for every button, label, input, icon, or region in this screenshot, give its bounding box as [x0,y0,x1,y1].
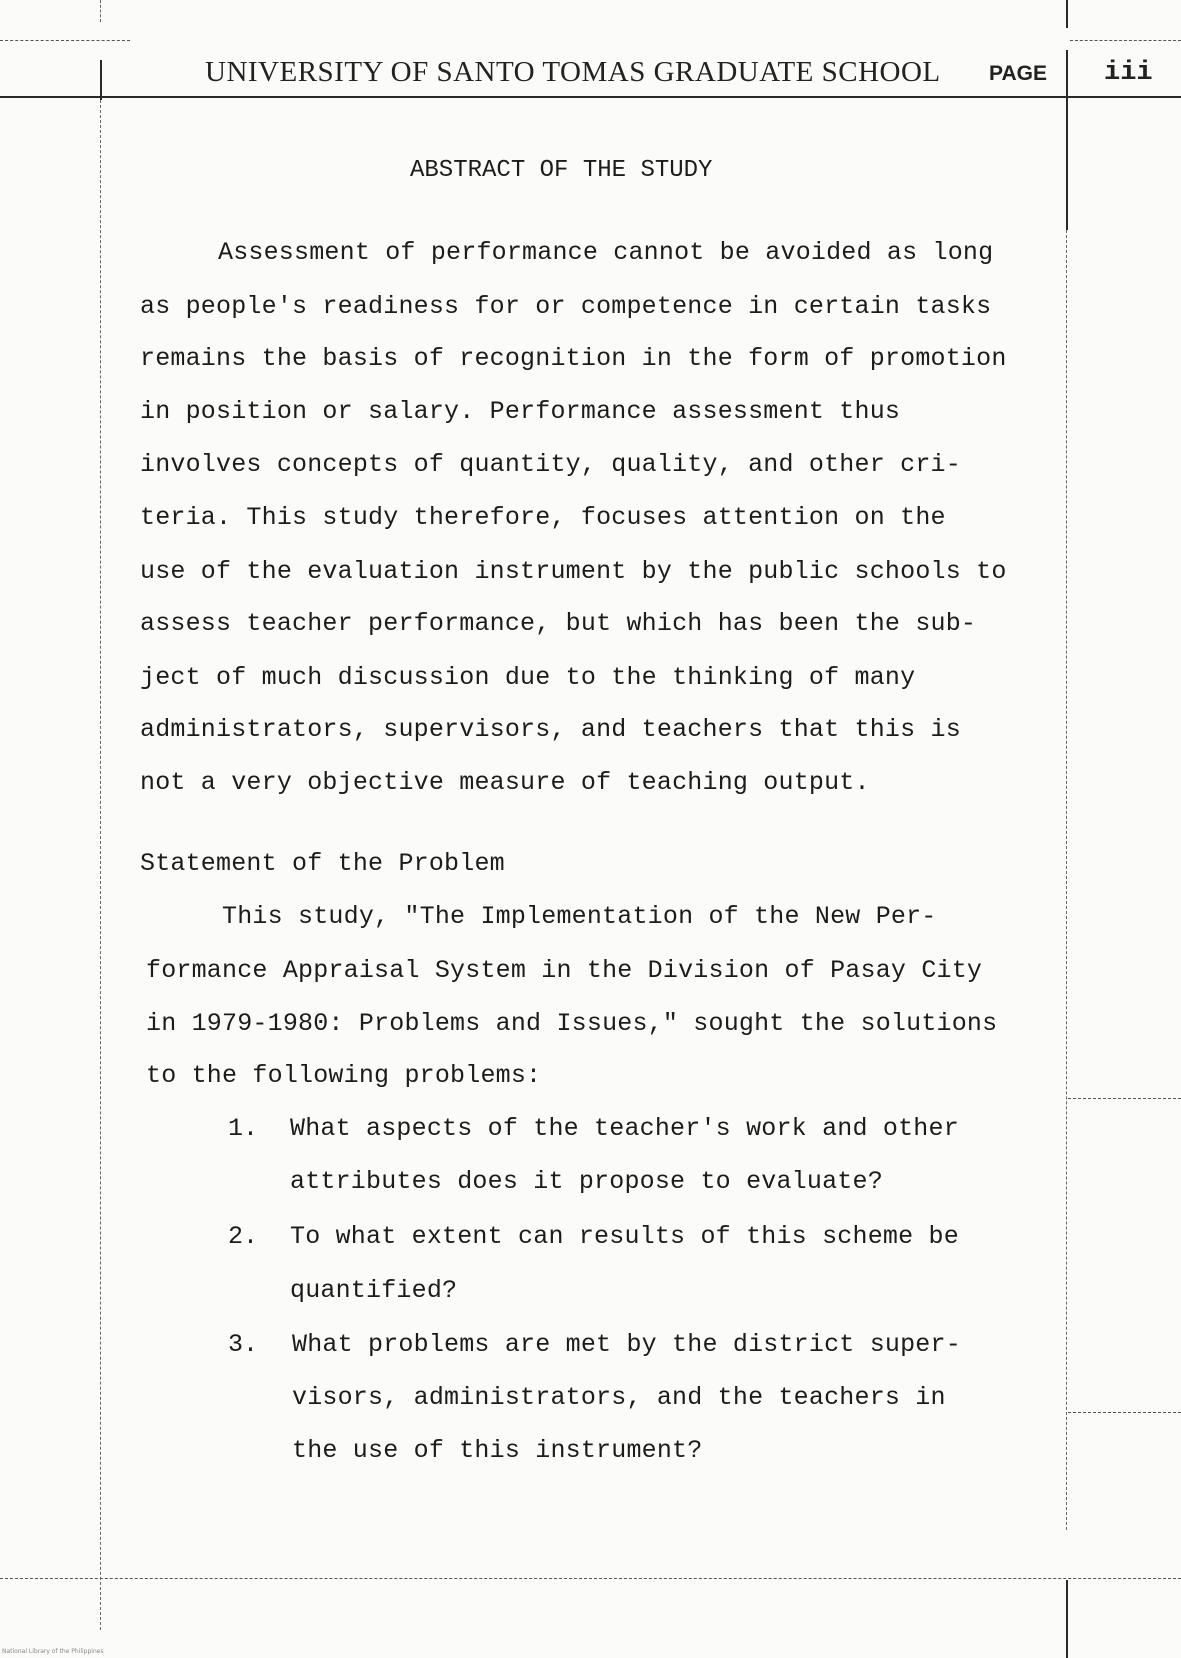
problem-item-number: 3. [228,1330,259,1359]
right-side-mark-2 [1068,1412,1181,1413]
right-side-mark-1 [1068,1098,1181,1099]
section-heading: Statement of the Problem [140,849,505,878]
abstract-line: Assessment of performance cannot be avoided as long [218,238,994,267]
abstract-line: involves concepts of quantity, quality, and other cri- [140,450,961,479]
right-margin-dashed-rule [1066,230,1067,1530]
problem-item-line: visors, administrators, and the teachers in [292,1383,946,1412]
abstract-line: as people's readiness for or competence in certain tasks [140,292,992,321]
page-label: PAGE [989,62,1047,85]
top-right-tick [1066,0,1068,28]
abstract-heading: ABSTRACT OF THE STUDY [410,157,713,184]
problem-item-line: To what extent can results of this scheme be [290,1222,959,1251]
problem-intro-line: to the following problems: [146,1061,542,1090]
problem-item-line: attributes does it propose to evaluate? [290,1167,883,1196]
problem-intro-line: This study, "The Implementation of the New Per- [222,902,937,931]
abstract-line: not a very objective measure of teaching output. [140,768,870,797]
abstract-line: teria. This study therefore, focuses attention on the [140,503,946,532]
page-header-title: UNIVERSITY OF SANTO TOMAS GRADUATE SCHOOL [205,56,941,88]
bottom-dashed-rule [0,1578,1181,1579]
abstract-line: administrators, supervisors, and teachers that this is [140,715,961,744]
abstract-line: assess teacher performance, but which has been the sub- [140,609,977,638]
abstract-line: in position or salary. Performance assessment thus [140,397,901,426]
problem-item-line: the use of this instrument? [292,1436,703,1465]
problem-intro-line: in 1979-1980: Problems and Issues," sought the solutions [146,1009,998,1038]
problem-item-line: What aspects of the teacher's work and other [290,1114,959,1143]
top-right-dashed-rule [1070,40,1181,41]
right-margin-rule [1066,50,1068,230]
problem-intro-line: formance Appraisal System in the Division of Pasay City [146,956,983,985]
left-margin-dashed-rule [100,100,101,1630]
abstract-line: ject of much discussion due to the thinking of many [140,663,916,692]
top-dashed-rule [0,40,130,41]
abstract-line: remains the basis of recognition in the form of promotion [140,344,1007,373]
problem-item-number: 1. [228,1114,259,1143]
problem-item-line: What problems are met by the district super- [292,1330,961,1359]
left-margin-rule [100,60,102,100]
page-number: iii [1104,58,1153,88]
right-margin-lower-rule [1066,1580,1068,1658]
footer-note: National Library of the Philippines [2,1648,104,1655]
top-left-tick [100,0,101,22]
problem-item-number: 2. [228,1222,259,1251]
header-bottom-rule [0,96,1181,98]
abstract-line: use of the evaluation instrument by the public schools to [140,557,1007,586]
problem-item-line: quantified? [290,1276,458,1305]
